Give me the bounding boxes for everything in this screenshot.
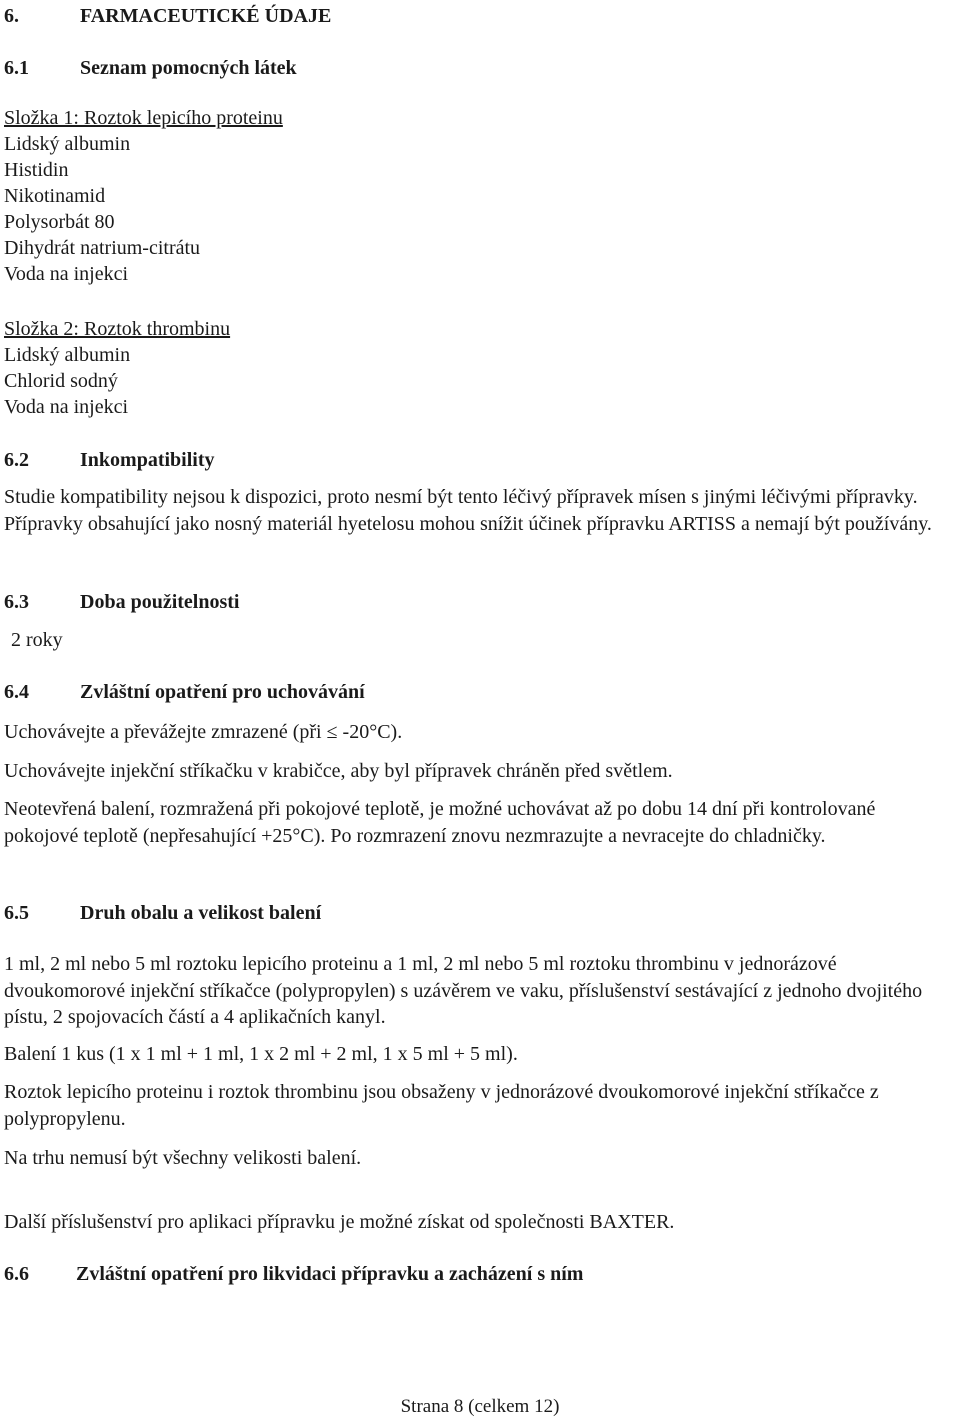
storage-paragraph: Neotevřená balení, rozmražená při pokojové teplotě, je možné uchovávat až po dobu 14 dní při kontrolované pokojové teplotě (nepřesahující +25°C). Po rozmrazení znovu nezmrazujte a nevracejte do chladničky. [4, 798, 876, 847]
list-item: Nikotinamid [4, 185, 106, 207]
incompatibility-text: Studie kompatibility nejsou k dispozici, proto nesmí být tento léčivý přípravek mísen s jinými léčivými přípravky. Přípravky obsahující jako nosný materiál hyetelosu mohou snížit účinek přípravku ARTISS a nemají být používány. [4, 486, 932, 535]
subsection-title: Zvláštní opatření pro uchovávání [80, 681, 365, 703]
subsection-title: Druh obalu a velikost balení [80, 902, 322, 924]
list-item: Dihydrát natrium-citrátu [4, 237, 201, 259]
storage-paragraph: Uchovávejte injekční stříkačku v krabičce, aby byl přípravek chráněn před světlem. [4, 760, 673, 782]
list-item: Lidský albumin [4, 344, 131, 366]
component-2-heading: Složka 2: Roztok thrombinu [4, 318, 231, 340]
list-item: Histidin [4, 159, 69, 181]
subsection-title: Seznam pomocných látek [80, 57, 297, 79]
packaging-paragraph: Na trhu nemusí být všechny velikosti balení. [4, 1147, 362, 1169]
list-item: Voda na injekci [4, 396, 129, 418]
list-item: Voda na injekci [4, 263, 129, 285]
list-item: Lidský albumin [4, 133, 131, 155]
subsection-title: Inkompatibility [80, 449, 215, 471]
subsection-title: Doba použitelnosti [80, 591, 240, 613]
subsection-number: 6.1 [4, 57, 29, 79]
packaging-paragraph: Roztok lepicího proteinu i roztok thrombinu jsou obsaženy v jednorázové dvoukomorové injekční stříkačce z polypropylenu. [4, 1081, 879, 1130]
subsection-number: 6.3 [4, 591, 29, 613]
storage-paragraph: Uchovávejte a převážejte zmrazené (při ≤ -20°C). [4, 721, 403, 743]
subsection-number: 6.5 [4, 902, 29, 924]
subsection-title: Zvláštní opatření pro likvidaci přípravku a zacházení s ním [76, 1263, 584, 1285]
section-number: 6. [4, 5, 19, 27]
subsection-number: 6.4 [4, 681, 29, 703]
component-1-heading: Složka 1: Roztok lepicího proteinu [4, 107, 283, 129]
page-footer: Strana 8 (celkem 12) [400, 1396, 560, 1417]
packaging-paragraph: Balení 1 kus (1 x 1 ml + 1 ml, 1 x 2 ml + 2 ml, 1 x 5 ml + 5 ml). [4, 1043, 518, 1065]
packaging-paragraph: 1 ml, 2 ml nebo 5 ml roztoku lepicího proteinu a 1 ml, 2 ml nebo 5 ml roztoku thrombinu v jednorázové dvoukomorové injekční stříkačce (polypropylen) s uzávěrem ve vaku, příslušenství sestávající z jednoho dvojitého pístu, 2 spojovacích částí a 4 aplikačních kanyl. [4, 953, 923, 1028]
list-item: Chlorid sodný [4, 370, 118, 392]
subsection-number: 6.2 [4, 449, 29, 471]
list-item: Polysorbát 80 [4, 211, 115, 233]
subsection-number: 6.6 [4, 1263, 29, 1285]
shelf-life-text: 2 roky [11, 629, 63, 651]
section-title: FARMACEUTICKÉ ÚDAJE [80, 5, 332, 27]
packaging-paragraph: Další příslušenství pro aplikaci přípravku je možné získat od společnosti BAXTER. [4, 1211, 675, 1233]
